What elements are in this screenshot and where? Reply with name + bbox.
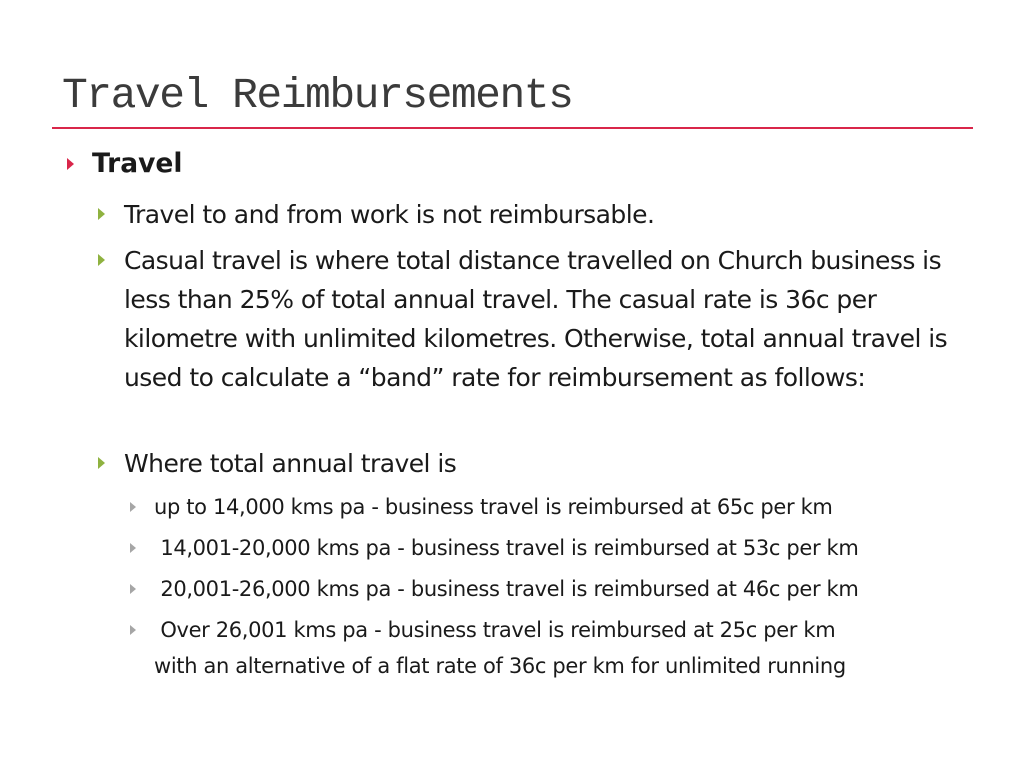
bullet-casual-travel [124,241,974,397]
bullet-text: 14,001-20,000 kms pa - business travel is reimbursed at 53c per km [154,536,859,560]
bullet-text: Casual travel is where total distance travelled on Church business is less than 25% of total annual travel. The casual rate is 36c per kilometre with unlimited kilometres. Otherwise, total annual travel is used to calculate a “band” rate for reimbursement as follows: [124,246,948,392]
bullet-band-2 [154,530,984,566]
triangle-bullet-icon [130,502,136,512]
title-underline [52,127,973,129]
bullet-band-3 [154,571,984,607]
triangle-bullet-icon [130,625,136,635]
bullet-travel [92,146,182,182]
triangle-bullet-icon [98,457,105,469]
triangle-bullet-icon [98,208,105,220]
slide-title: Travel Reimbursements [62,71,573,120]
triangle-bullet-icon [98,254,105,266]
bullet-annual-travel [124,444,974,483]
bullet-text: Where total annual travel is [124,449,457,478]
bullet-text: Over 26,001 kms pa - business travel is reimbursed at 25c per km [154,618,836,642]
triangle-bullet-icon [67,158,74,170]
triangle-bullet-icon [130,543,136,553]
bullet-text: 20,001-26,000 kms pa - business travel is reimbursed at 46c per km [154,577,859,601]
bullet-band-4 [154,612,984,684]
bullet-heading: Travel [92,148,183,179]
bullet-text: Travel to and from work is not reimbursable. [124,200,655,229]
bullet-text-continuation: with an alternative of a flat rate of 36c per km for unlimited running [154,654,846,678]
bullet-text: up to 14,000 kms pa - business travel is reimbursed at 65c per km [154,495,833,519]
triangle-bullet-icon [130,584,136,594]
bullet-band-1 [154,489,984,525]
bullet-commute [124,195,974,234]
